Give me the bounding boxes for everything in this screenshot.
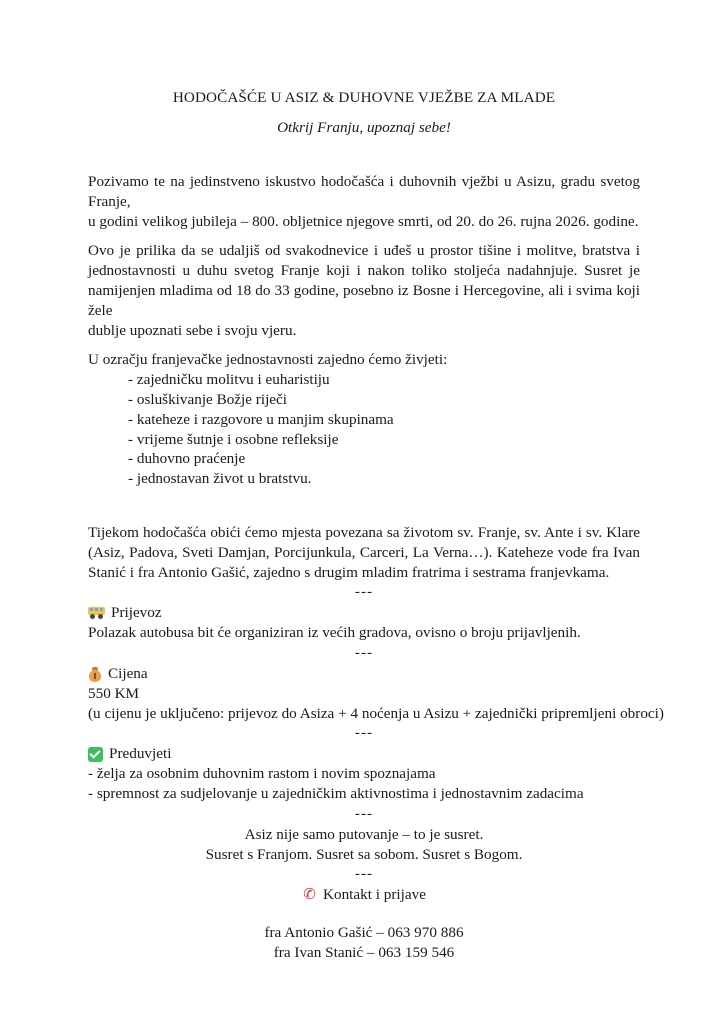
price-heading-row (88, 664, 640, 684)
description-line: jednostavnosti u duhu svetog Franje koji i nakon toliko stoljeća nadahnjuje. Susret je (88, 262, 640, 280)
transport-text: Polazak autobusa bit će organiziran iz većih gradova, ovisno o broju prijavljenih. (88, 624, 581, 642)
activity-item: - kateheze i razgovore u manjim skupinama (128, 410, 394, 428)
description-line: namijenjen mladima od 18 do 33 godine, posebno iz Bosne i Hercegovine, ali i svima koji žele (88, 281, 640, 319)
separator: --- (354, 643, 374, 661)
price-heading: Cijena (108, 664, 148, 682)
itinerary-paragraph (88, 523, 640, 601)
activities-lead: U ozračju franjevačke jednostavnosti zajedno ćemo živjeti: (88, 351, 448, 369)
contact-heading: Kontakt i prijave (323, 886, 426, 904)
separator: --- (354, 865, 374, 883)
activities-section (88, 350, 640, 489)
price-note: (u cijenu je uključeno: prijevoz do Asiza + 4 noćenja u Asizu + zajednički pripremljeni obroci) (88, 704, 664, 722)
requirements-heading-row (88, 744, 640, 764)
contact-section (88, 885, 640, 962)
description-line: dublje upoznati sebe i svoju vjeru. (88, 321, 297, 339)
transport-section (88, 603, 640, 662)
itinerary-line: Tijekom hodočašća obići ćemo mjesta povezana sa životom sv. Franje, sv. Ante i sv. Klare (88, 523, 640, 541)
requirement-item: - spremnost za sudjelovanje u zajedničkim aktivnostima i jednostavnim zadacima (88, 784, 584, 802)
document-subtitle: Otkrij Franju, upoznaj sebe! (277, 119, 451, 136)
activity-item: - osluškivanje Božje riječi (128, 390, 288, 408)
requirements-heading: Preduvjeti (109, 745, 172, 763)
activity-item: - zajedničku molitvu i euharistiju (128, 371, 330, 389)
phone-icon: ✆ (303, 887, 316, 904)
transport-heading: Prijevoz (111, 604, 162, 622)
description-paragraph (88, 241, 640, 340)
price-section (88, 664, 664, 742)
separator: --- (354, 804, 374, 822)
separator: --- (354, 583, 374, 601)
motto-section (88, 825, 640, 884)
bus-icon (88, 607, 105, 619)
activity-item: - vrijeme šutnje i osobne refleksije (128, 430, 339, 448)
motto-line: Asiz nije samo putovanje – to je susret. (244, 825, 484, 843)
intro-line: u godini velikog jubileja – 800. obljetnice njegove smrti, od 20. do 26. rujna 2026. godine. (88, 212, 639, 230)
contact-person: fra Antonio Gašić – 063 970 886 (264, 924, 464, 942)
requirement-item: - želja za osobnim duhovnim rastom i novim spoznajama (88, 765, 436, 783)
activity-item: - jednostavan život u bratstvu. (128, 470, 312, 488)
money-bag-icon (88, 666, 102, 682)
separator: --- (354, 724, 374, 742)
intro-line: Pozivamo te na jedinstveno iskustvo hodočašća i duhovnih vježbi u Asizu, gradu svetog Franje, (88, 173, 640, 210)
document-page (88, 0, 664, 1003)
contact-heading-row (88, 885, 640, 905)
check-mark-icon (88, 747, 103, 762)
document-title: HODOČAŠĆE U ASIZ & DUHOVNE VJEŽBE ZA MLADE (172, 89, 556, 106)
motto-line: Susret s Franjom. Susret sa sobom. Susret s Bogom. (205, 845, 523, 863)
price-amount: 550 KM (88, 684, 140, 702)
activity-item: - duhovno praćenje (128, 450, 246, 468)
intro-paragraph (88, 172, 640, 231)
requirements-section (88, 744, 640, 822)
transport-heading-row (88, 603, 640, 623)
contact-person: fra Ivan Stanić – 063 159 546 (273, 943, 455, 961)
itinerary-line: (Asiz, Padova, Sveti Damjan, Porcijunkula, Carceri, La Verna…). Kateheze vode fra Ivan (88, 543, 640, 561)
description-line: Ovo je prilika da se udaljiš od svakodnevice i uđeš u prostor tišine i molitve, bratstva i (88, 242, 640, 260)
itinerary-line: Stanić i fra Antonio Gašić, zajedno s drugim mladim fratrima i sestrama franjevkama. (88, 563, 610, 581)
